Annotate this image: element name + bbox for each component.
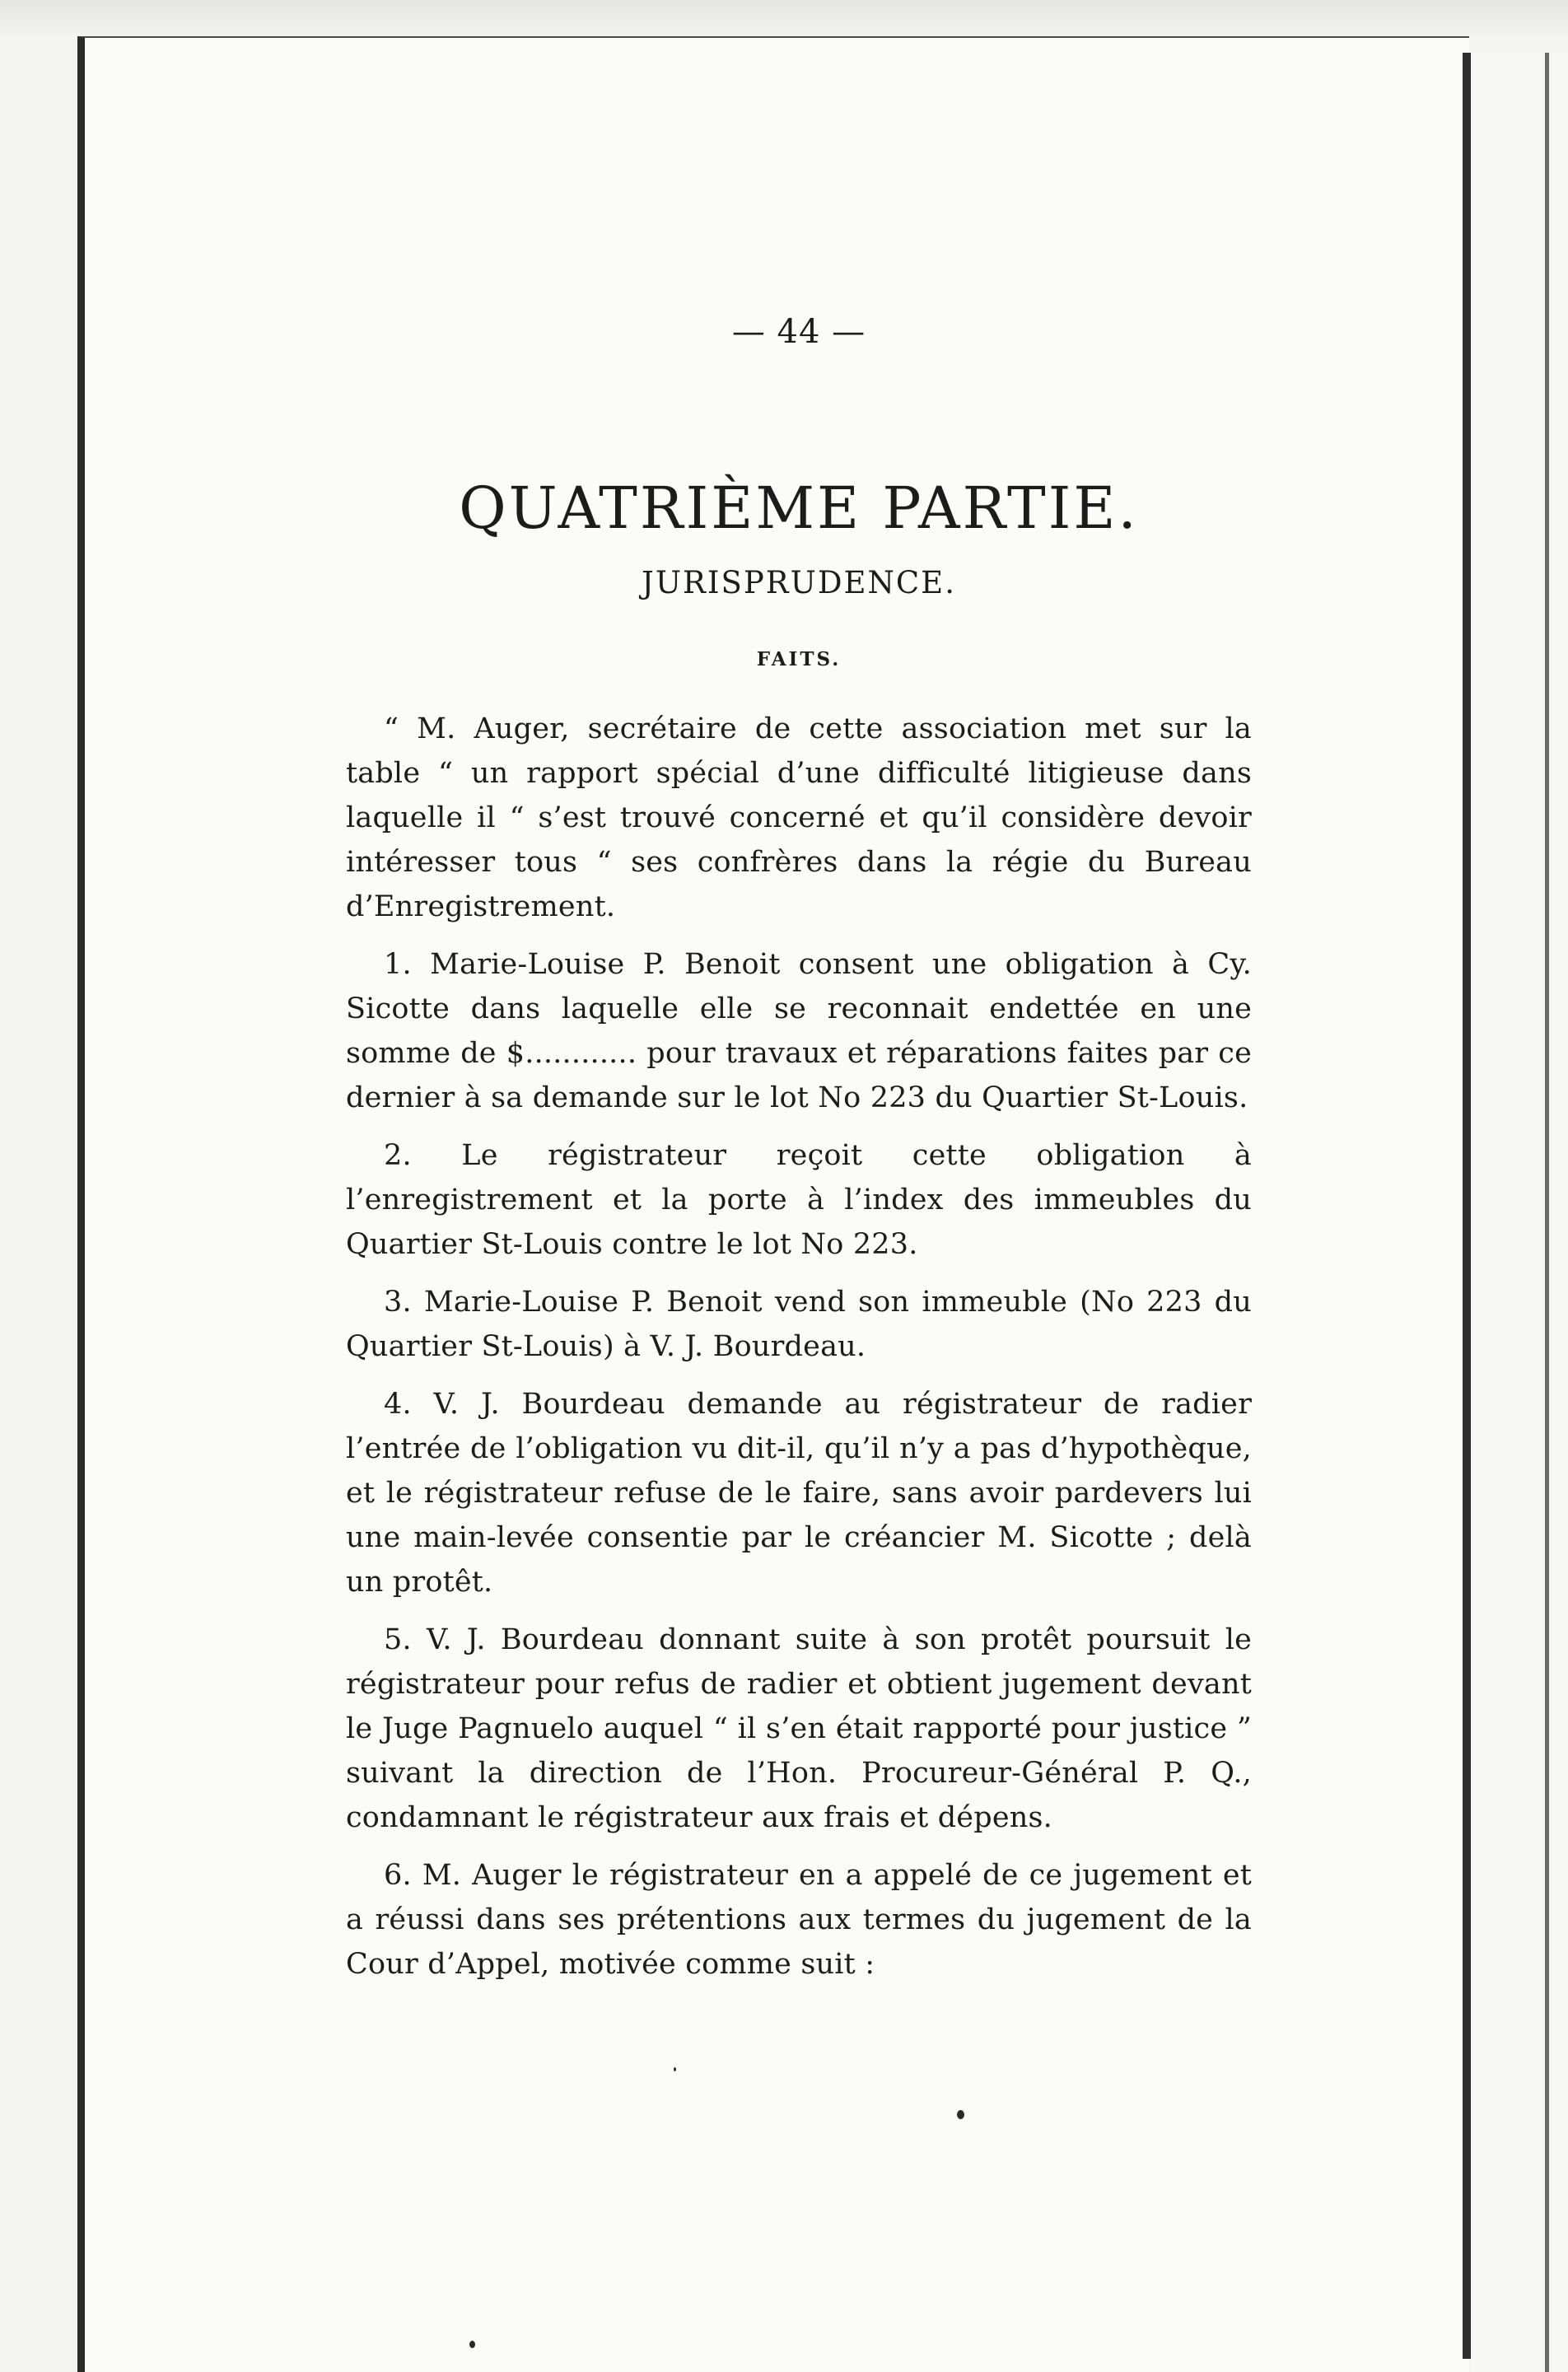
page-right-border xyxy=(1463,53,1471,2359)
section-subtitle: JURISPRUDENCE. xyxy=(642,565,956,600)
paragraph-fact-4: 4. V. J. Bourdeau demande au régistrateur de radier l’entrée de l’obligation vu dit-il, qu’il n’y a pas d’hypothèque, et le régistrateur refuse de le faire, sans avoir pardevers lui une main-levée consentie par le créancier M. Sicotte ; delà un protêt. xyxy=(346,1388,1252,1599)
part-title: QUATRIÈME PARTIE. xyxy=(459,474,1139,542)
paragraph-fact-2: 2. Le régistrateur reçoit cette obligation à l’enregistrement et la porte à l’index des immeubles du Quartier St-Louis contre le lot No 223. xyxy=(346,1139,1252,1261)
scan-speck xyxy=(674,2067,676,2071)
scan-speck xyxy=(469,2341,475,2348)
section-heading: FAITS. xyxy=(756,648,842,670)
scan-speck xyxy=(957,2110,964,2119)
paragraph-fact-3: 3. Marie-Louise P. Benoit vend son immeuble (No 223 du Quartier St-Louis) à V. J. Bourdeau. xyxy=(346,1286,1252,1363)
paragraph-fact-1: 1. Marie-Louise P. Benoit consent une obligation à Cy. Sicotte dans laquelle elle se reconnait endettée en une somme de $............ pour travaux et réparations faites par ce dernier à sa demande sur le lot No 223 du Quartier St-Louis. xyxy=(346,948,1252,1114)
next-page-border xyxy=(1545,53,1549,2372)
paragraph-fact-6: 6. M. Auger le régistrateur en a appelé de ce jugement et a réussi dans ses prétentions aux termes du jugement de la Cour d’Appel, motivée comme suit : xyxy=(346,1859,1252,1981)
paragraph-intro: “ M. Auger, secrétaire de cette association met sur la table “ un rapport spécial d’une difficulté litigieuse dans laquelle il “ s’est trouvé concerné et qu’il considère devoir intéresser tous “ ses confrères dans la régie du Bureau d’Enregistrement. xyxy=(346,712,1252,923)
page-content xyxy=(346,313,1252,2000)
scan-background xyxy=(0,0,1568,36)
page-number: — 44 — xyxy=(731,313,866,351)
paragraph-fact-5: 5. V. J. Bourdeau donnant suite à son protêt poursuit le régistrateur pour refus de radier et obtient jugement devant le Juge Pagnuelo auquel “ il s’en était rapporté pour justice ” suivant la direction de l’Hon. Procureur-Général P. Q., condamnant le régistrateur aux frais et dépens. xyxy=(346,1623,1252,1834)
next-page-edge xyxy=(1471,53,1568,2372)
